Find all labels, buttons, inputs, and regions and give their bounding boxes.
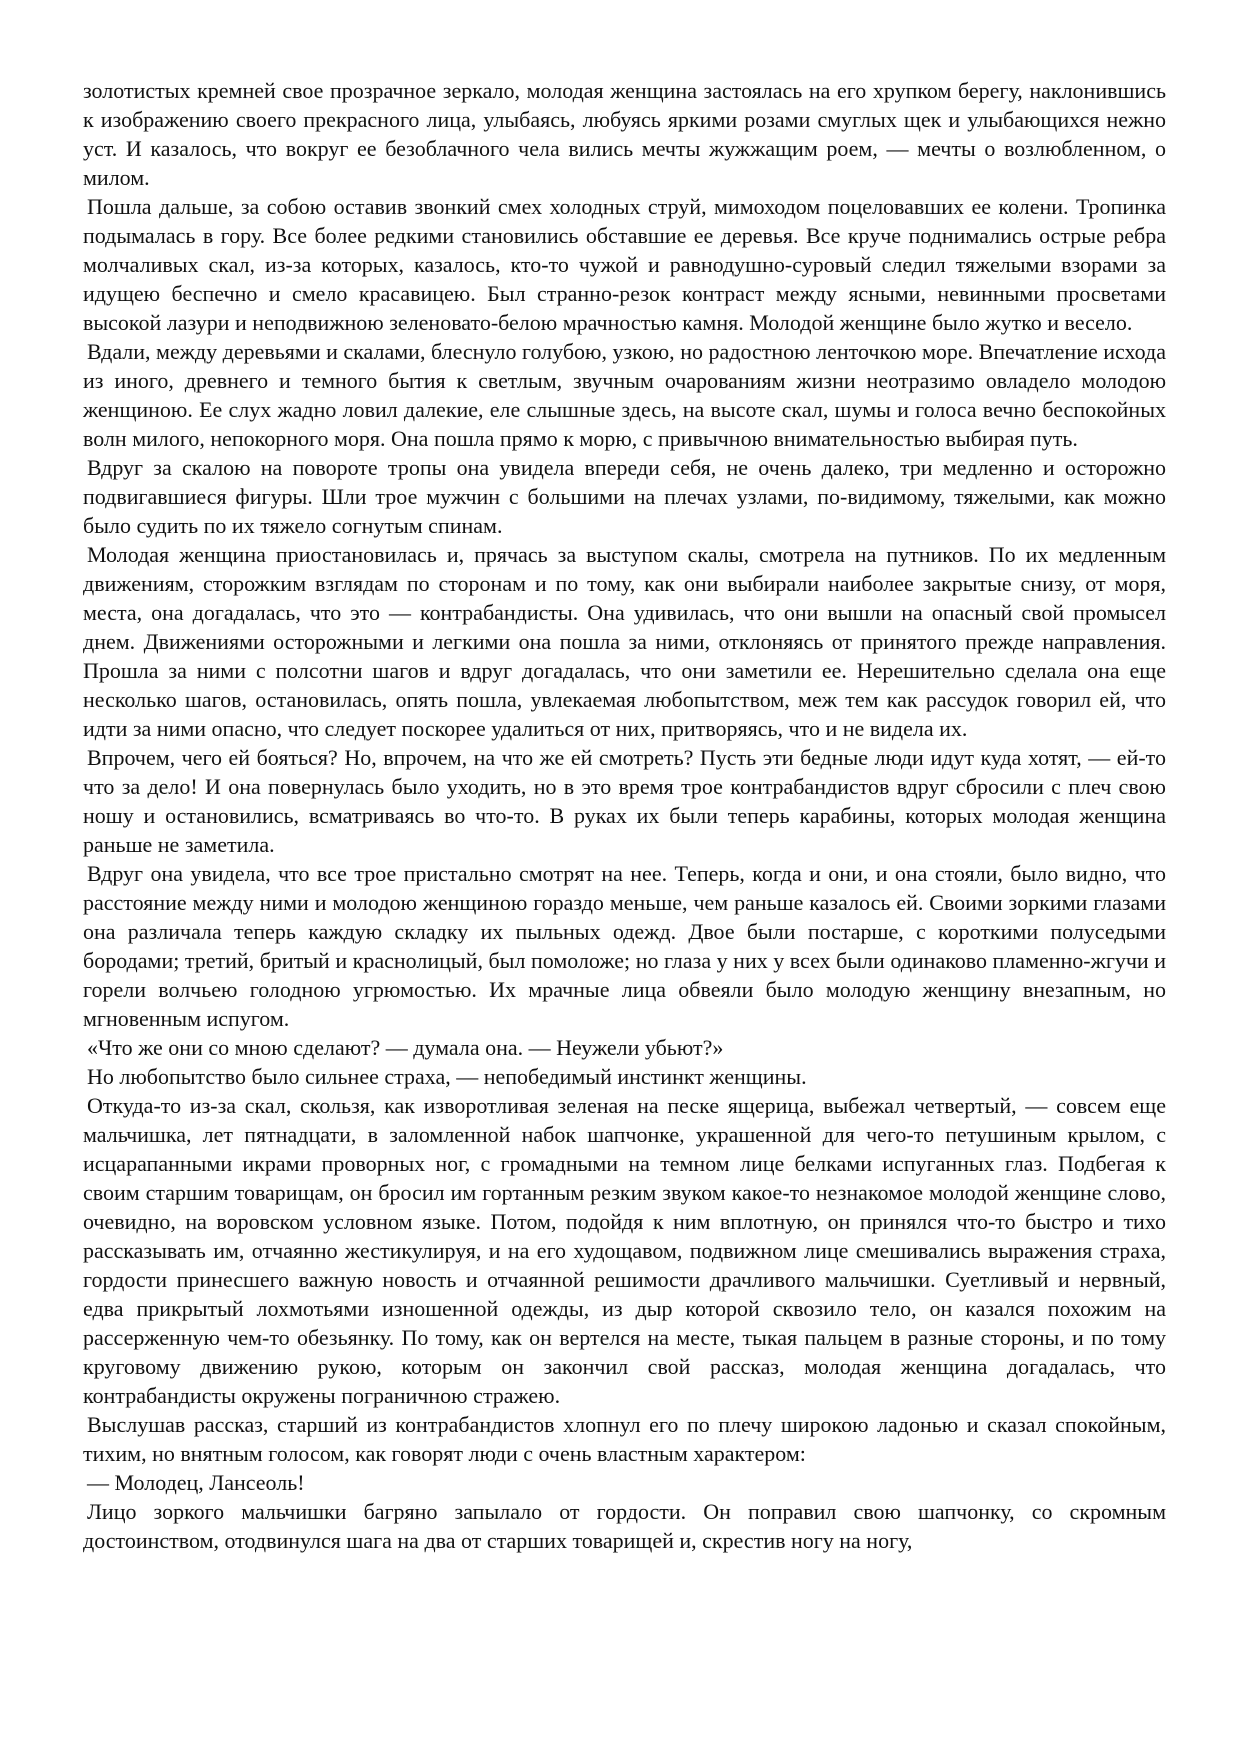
paragraph-11: Выслушав рассказ, старший из контрабандистов хлопнул его по плечу широкою ладонью и сказал спокойным, тихим, но внятным голосом, как говорят люди с очень властным характером: [83, 1412, 1166, 1466]
paragraph-1: золотистых кремней свое прозрачное зеркало, молодая женщина застоялась на его хрупком берегу, наклонившись к изображению своего прекрасного лица, улыбаясь, любуясь яркими розами смуглых щек и улыбающихся нежно уст. И казалось, что вокруг ее безоблачного чела вились мечты жужжащим роем, — мечты о возлюбленном, о милом. [83, 78, 1166, 190]
paragraph-3: Вдали, между деревьями и скалами, блеснуло голубою, узкою, но радостною ленточкою море. Впечатление исхода из иного, древнего и темного бытия к светлым, звучным очарованиям жизни неотразимо овладело молодою женщиною. Ее слух жадно ловил далекие, еле слышные здесь, на высоте скал, шумы и голоса вечно беспокойных волн милого, непокорного моря. Она пошла прямо к морю, с привычною внимательностью выбирая путь. [83, 339, 1166, 451]
paragraph-5: Молодая женщина приостановилась и, прячась за выступом скалы, смотрела на путников. По их медленным движениям, сторожким взглядам по сторонам и по тому, как они выбирали наиболее закрытые снизу, от моря, места, она догадалась, что это — контрабандисты. Она удивилась, что они вышли на опасный свой промысел днем. Движениями осторожными и легкими она пошла за ними, отклоняясь от принятого прежде направления. Прошла за ними с полсотни шагов и вдруг догадалась, что они заметили ее. Нерешительно сделала она еще несколько шагов, остановилась, опять пошла, увлекаемая любопытством, меж тем как рассудок говорил ей, что идти за ними опасно, что следует поскорее удалиться от них, притворяясь, что и не видела их. [83, 542, 1166, 741]
paragraph-12: — Молодец, Лансеоль! [87, 1470, 305, 1495]
paragraph-4: Вдруг за скалою на повороте тропы она увидела впереди себя, не очень далеко, три медленно и осторожно подвигавшиеся фигуры. Шли трое мужчин с большими на плечах узлами, по-видимому, тяжелыми, как можно было судить по их тяжело согнутым спинам. [83, 455, 1166, 538]
paragraph-8: «Что же они со мною сделают? — думала она. — Неужели убьют?» [87, 1035, 724, 1060]
paragraph-13: Лицо зоркого мальчишки багряно запылало от гордости. Он поправил свою шапчонку, со скромным достоинством, отодвинулся шага на два от старших товарищей и, скрестив ногу на ногу, [83, 1499, 1166, 1553]
paragraph-2: Пошла дальше, за собою оставив звонкий смех холодных струй, мимоходом поцеловавших ее колени. Тропинка подымалась в гору. Все более редкими становились обставшие ее деревья. Все круче поднимались острые ребра молчаливых скал, из-за которых, казалось, кто-то чужой и равнодушно-суровый следил тяжелыми взорами за идущею беспечно и смело красавицею. Был странно-резок контраст между ясными, невинными просветами высокой лазури и неподвижною зеленовато-белою мрачностью камня. Молодой женщине было жутко и весело. [83, 194, 1166, 335]
paragraph-10: Откуда-то из-за скал, скользя, как изворотливая зеленая на песке ящерица, выбежал четвертый, — совсем еще мальчишка, лет пятнадцати, в заломленной набок шапчонке, украшенной для чего-то петушиным крылом, с исцарапанными икрами проворных ног, с громадными на темном лице белками испуганных глаз. Подбегая к своим старшим товарищам, он бросил им гортанным резким звуком какое-то незнакомое молодой женщине слово, очевидно, на воровском условном языке. Потом, подойдя к ним вплотную, он принялся что-то быстро и тихо рассказывать им, отчаянно жестикулируя, и на его худощавом, подвижном лице смешивались выражения страха, гордости принесшего важную новость и отчаянной решимости драчливого мальчишки. Суетливый и нервный, едва прикрытый лохмотьями изношенной одежды, из дыр которой сквозило тело, он казался похожим на рассерженную чем-то обезьянку. По тому, как он вертелся на месте, тыкая пальцем в разные стороны, и по тому круговому движению рукою, которым он закончил свой рассказ, молодая женщина догадалась, что контрабандисты окружены пограничною стражею. [83, 1093, 1166, 1408]
paragraph-9: Но любопытство было сильнее страха, — непобедимый инстинкт женщины. [87, 1064, 807, 1089]
paragraph-7: Вдруг она увидела, что все трое пристально смотрят на нее. Теперь, когда и они, и она стояли, было видно, что расстояние между ними и молодою женщиною гораздо меньше, чем раньше казалось ей. Своими зоркими глазами она различала теперь каждую складку их пыльных одежд. Двое были постарше, с короткими полуседыми бородами; третий, бритый и краснолицый, был помоложе; но глаза у них у всех были одинаково пламенно-жгучи и горели волчьею голодною угрюмостью. Их мрачные лица обвеяли было молодую женщину внезапным, но мгновенным испугом. [83, 861, 1166, 1031]
paragraph-6: Впрочем, чего ей бояться? Но, впрочем, на что же ей смотреть? Пусть эти бедные люди идут куда хотят, — ей-то что за дело! И она повернулась было уходить, но в это время трое контрабандистов вдруг сбросили с плеч свою ношу и остановились, всматриваясь во что-то. В руках их были теперь карабины, которых молодая женщина раньше не заметила. [83, 745, 1166, 857]
page-text [83, 76, 1166, 1555]
